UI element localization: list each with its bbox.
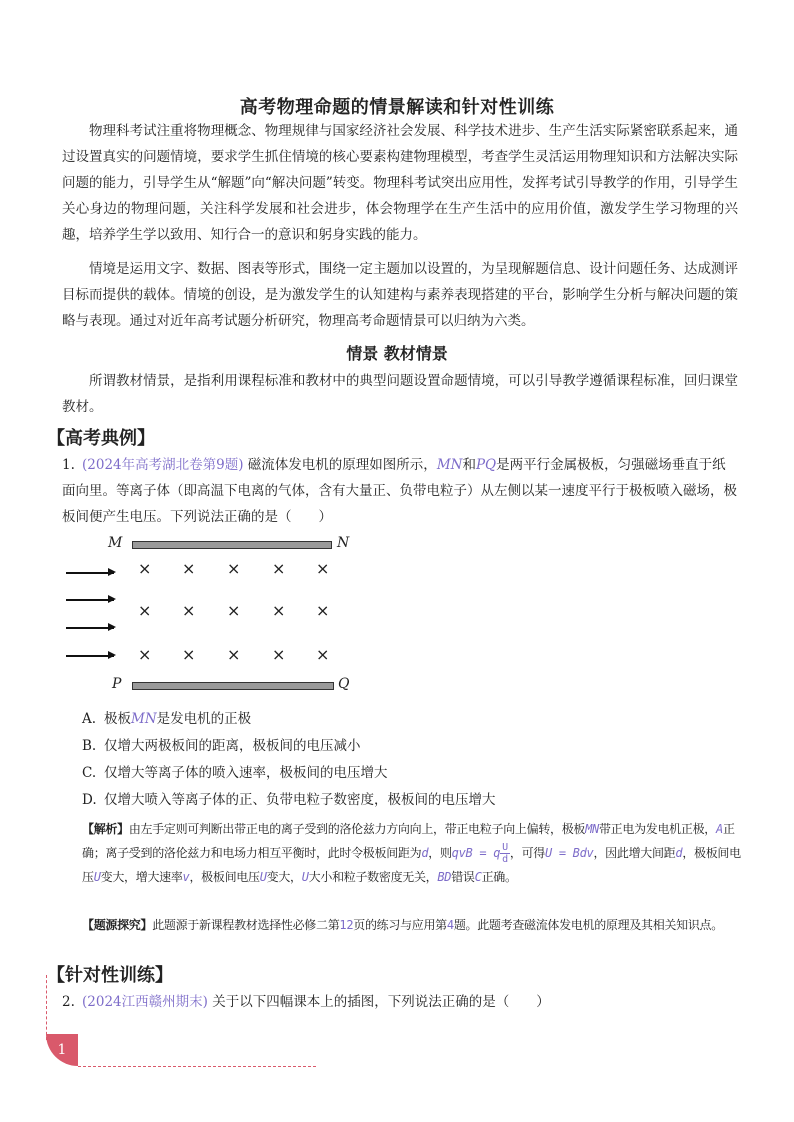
question-2: 2. (2024江西赣州期末) 关于以下四幅课本上的插图，下列说法正确的是（ ） [62,989,738,1015]
subtitle-paragraph: 所谓教材情景，是指利用课程标准和教材中的典型问题设置命题情境，可以引导教学遵循课程标准，回归课堂教材。 [62,373,738,415]
particle-flow-arrow [66,599,114,601]
voltage-equation: U = Bdv [544,846,594,860]
magnetic-field-cross: × [138,559,152,578]
question-number: 2. [62,994,75,1010]
source-name: 江西赣州期末 [121,994,203,1010]
magnetic-field-cross: × [316,645,330,664]
page-border-decoration [46,975,47,1040]
magnetic-field-cross: × [272,645,286,664]
page-footer-decoration [78,1066,316,1067]
plate-mn [132,541,332,549]
section-heading-targeted-training: 【针对性训练】 [47,965,173,986]
source-year: 2024 [87,994,122,1010]
magnetic-field-cross: × [227,645,241,664]
source-name: 年高考湖北卷第 [121,457,217,473]
page-title: 高考物理命题的情景解读和针对性训练 [239,97,555,118]
question-1: 1. (2024年高考湖北卷第9题) 磁流体发电机的原理如图所示，MN和PQ是两平行金属极板，匀强磁场垂直于纸面向里。等离子体（即高温下电离的气体，含有大量正、负带电粒子）从左侧以某一速度平行于极板喷入磁场，极板间便产生电压。下列说法正确的是（ ） [62,452,738,530]
option-b[interactable]: B. 仅增大两极板间的距离，极板间的电压减小 [82,738,361,754]
option-d[interactable]: D. 仅增大喷入等离子体的正、负带电粒子数密度，极板间的电压增大 [82,792,496,808]
section-subtitle: 情景 教材情景 [346,344,448,363]
plate-label-p: P [112,676,122,692]
page-number-badge: 1 [46,1034,78,1066]
fraction-u-over-d: $\frac{U}{d}$ [502,842,508,865]
source-exploration-block: 【题源探究】此题源于新课程教材选择性必修二第12页的练习与应用第4题。此题考查磁流体发电机的原理及其相关知识点。 [82,918,723,932]
analysis-tag: 【解析】 [82,822,129,836]
plate-label-n: N [337,535,350,551]
magnetic-field-cross: × [316,559,330,578]
plate-pq [132,682,334,690]
magnetic-field-cross: × [182,601,196,620]
particle-flow-arrow [66,655,114,657]
magnetic-field-cross: × [182,559,196,578]
magnetic-field-cross: × [227,559,241,578]
magnetic-field-cross: × [316,601,330,620]
analysis-block: 【解析】由左手定则可判断出带正电的离子受到的洛伦兹力方向向上，带正电粒子向上偏转，极板MN带正电为发电机正极，A正确；离子受到的洛伦兹力和电场力相互平衡时，此时令极板间距为d，则qvB = q $\frac{U}{d}$ ，可得U = Bdv，因此增大间距d，极板间电压U变大，增大速率v，极板间电压U变大，U大小和粒子数密度无关，BD错误C正确。 [82,822,741,884]
magnetic-field-cross: × [272,559,286,578]
option-a[interactable]: A. 极板MN是发电机的正极 [82,711,252,727]
plate-label-q: Q [338,676,350,692]
magnetic-field-cross: × [227,601,241,620]
section-heading-typical-examples: 【高考典例】 [47,428,155,449]
particle-flow-arrow [66,572,114,574]
intro-paragraph-2: 情境是运用文字、数据、图表等形式，围绕一定主题加以设置的，为呈现解题信息、设计问题任务、达成测评目标而提供的载体。情境的创设，是为激发学生的认知建构与素养表现搭建的平台，影响学生分析与解决问题的策略与表现。通过对近年高考试题分析研究，物理高考命题情景可以归纳为六类。 [62,261,738,329]
magnetic-field-cross: × [138,601,152,620]
force-balance-equation: qvB = q [451,846,501,860]
source-year: 2024 [87,457,122,473]
magnetic-field-cross: × [138,645,152,664]
particle-flow-arrow [66,627,114,629]
magnetic-field-cross: × [182,645,196,664]
magnetic-field-cross: × [272,601,286,620]
question-number: 1. [62,457,75,473]
plate-label-m: M [108,535,123,551]
source-tag: 【题源探究】 [82,918,153,932]
intro-paragraph-1: 物理科考试注重将物理概念、物理规律与国家经济社会发展、科学技术进步、生产生活实际紧密联系起来，通过设置真实的问题情境，要求学生抓住情境的核心要素构建物理模型，考查学生灵活运用物理知识和方法解决实际问题的能力，引导学生从“解题”向“解决问题”转变。物理科考试突出应用性，发挥考试引导教学的作用，引导学生关心身边的物理问题，关注科学发展和社会进步，体会物理学在生产生活中的应用价值，激发学生学习物理的兴趣，培养学生学以致用、知行合一的意识和躬身实践的能力。 [62,123,738,243]
option-c[interactable]: C. 仅增大等离子体的喷入速率，极板间的电压增大 [82,765,388,781]
